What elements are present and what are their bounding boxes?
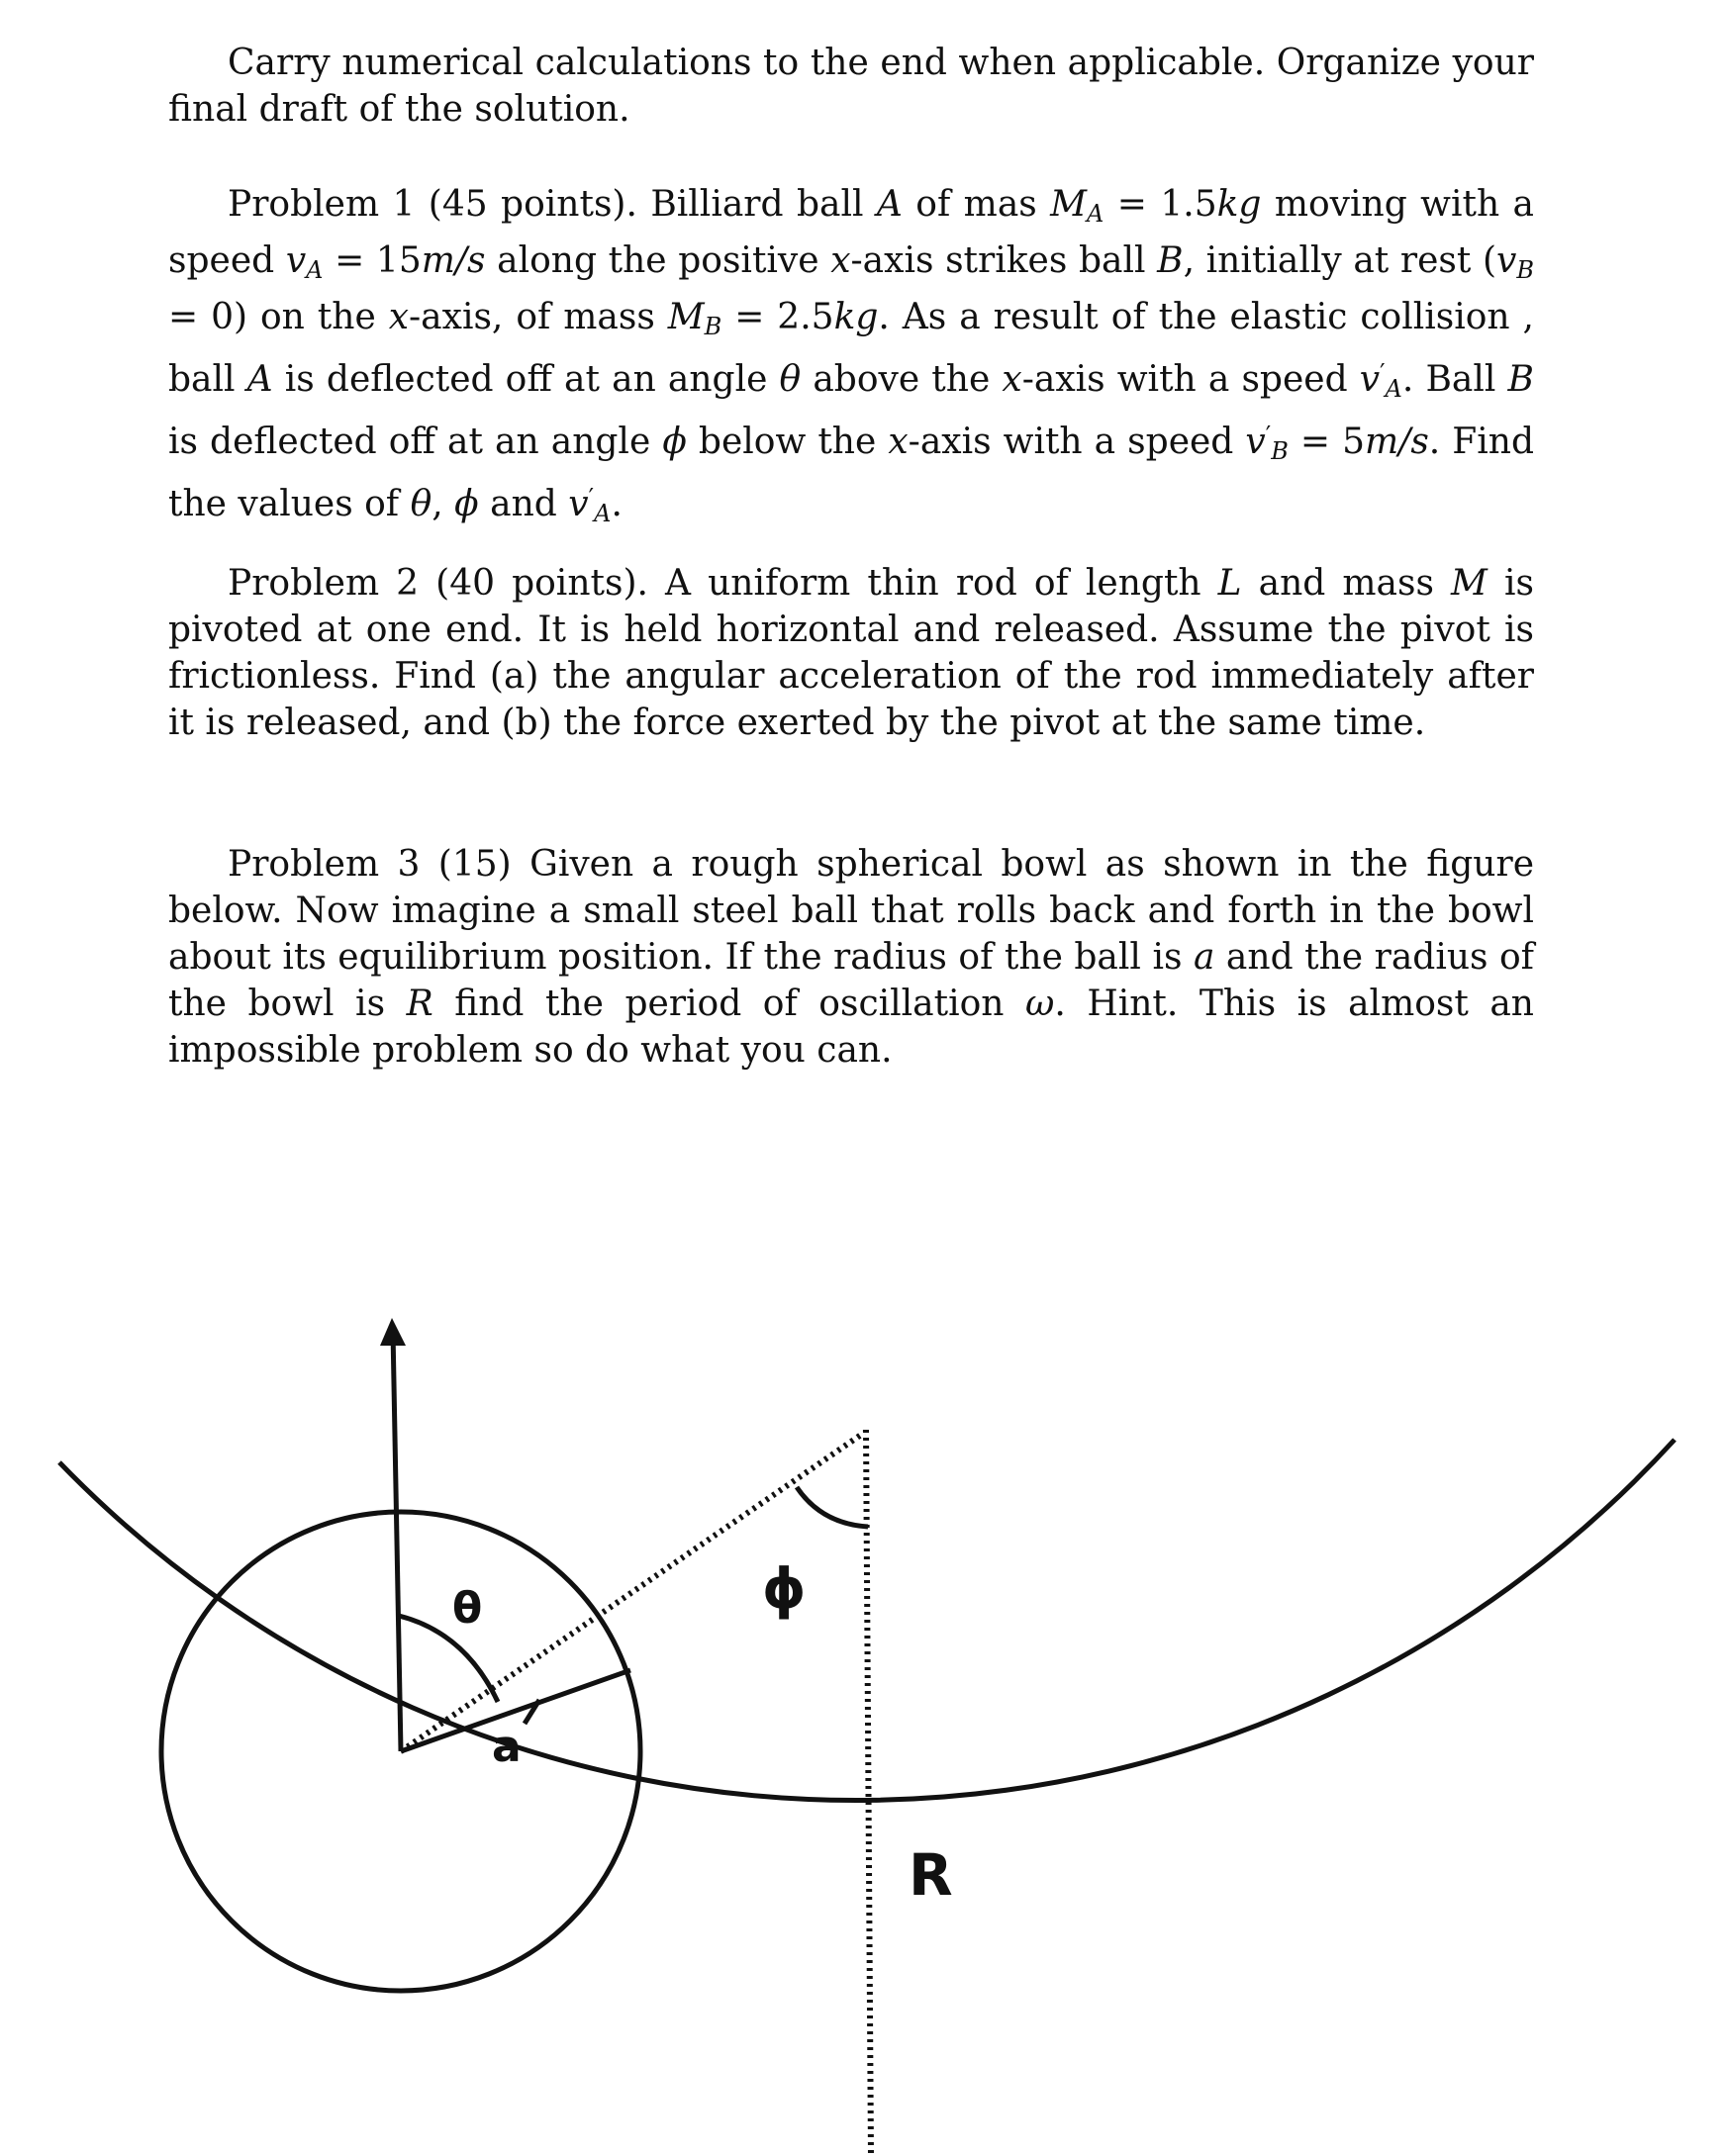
problem-3-heading: Problem 3 (15) — [228, 844, 512, 885]
intro-text: Carry numerical calculations to the end when applicable. Organize your final draft of the solution. — [168, 43, 1534, 130]
bowl-figure — [0, 1286, 1728, 2156]
intro-paragraph — [168, 40, 1534, 133]
problem-1-heading: Problem 1 (45 points). — [228, 184, 637, 225]
label-R: R — [909, 1841, 953, 1909]
problem-1: Problem 1 (45 points). Billiard ball A of mas $M_A = 1.5kg$ moving with a speed $v_A = 15m/s$ along the positive x-axis strikes ball B, initially at rest $(v_B = 0)$ on the x-axis, of mass $M_B = 2.5kg$. As a result of the elastic collision , ball A is deflected off at an angle θ above the x-axis with a speed $v'_A$. Ball B is deflected off at an angle ϕ below the x-axis with a speed $v'_B = 5m/s$. Find the values of θ, ϕ and $v'_A$. — [168, 184, 1535, 527]
problem-2-heading: Problem 2 (40 points). — [228, 563, 648, 604]
vertical-axis-arrow — [393, 1331, 401, 1751]
label-theta: θ — [452, 1583, 483, 1634]
label-phi: ϕ — [762, 1557, 807, 1622]
problem-3: Problem 3 (15) Given a rough spherical bowl as shown in the figure below. Now imagine a small steel ball that rolls back and forth in the bowl about its equilibrium position. If the radius of the ball is a and the radius of the bowl is R find the period of oscillation ω. Hint. This is almost an impossible problem so do what you can. — [168, 844, 1535, 1071]
theta-arc — [399, 1616, 498, 1702]
dotted-radius-line — [866, 1430, 871, 2156]
arrow-head — [380, 1318, 406, 1346]
phi-arc — [797, 1487, 868, 1527]
problem-2: Problem 2 (40 points). A uniform thin rod of length L and mass M is pivoted at one end. It is held horizontal and released. Assume the pivot is frictionless. Find (a) the angular acceleration of the rod immediately after it is released, and (b) the force exerted by the pivot at the same time. — [168, 563, 1534, 743]
label-a: a — [492, 1722, 522, 1772]
